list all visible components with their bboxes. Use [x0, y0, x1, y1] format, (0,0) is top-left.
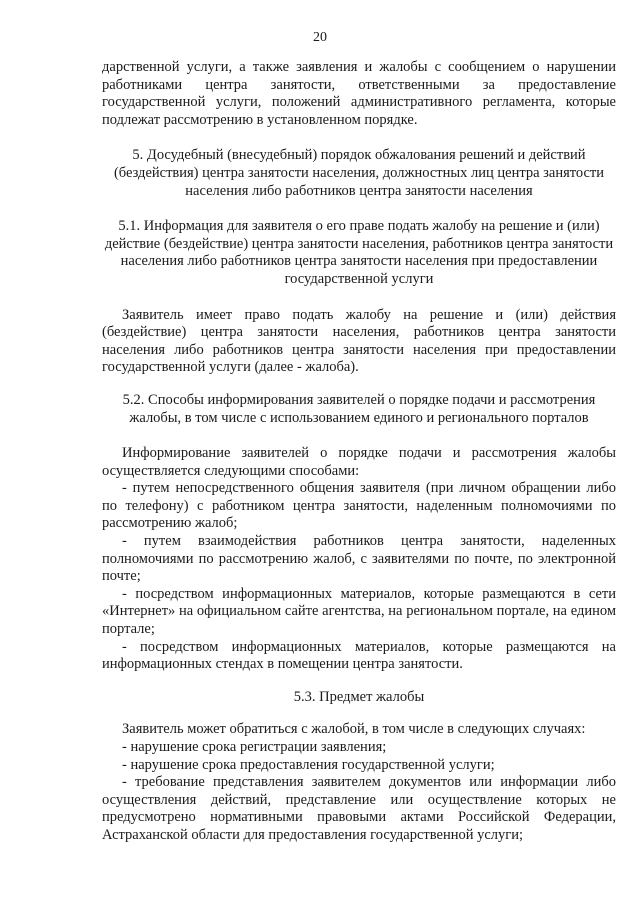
spacer [102, 200, 616, 218]
spacer [102, 289, 616, 307]
spacer [102, 706, 616, 721]
section-5-title: 5. Досудебный (внесудебный) порядок обжалования решений и действий (бездействия) центра занятости населения, должностных лиц центра занятости населения либо работников центра занятости населения [113, 147, 605, 199]
section-5-3-intro: Заявитель может обратиться с жалобой, в том числе в следующих случаях: [122, 721, 586, 738]
section-5-3-title: 5.3. Предмет жалобы [293, 688, 425, 705]
spacer [102, 377, 616, 392]
section-5-2-intro: Информирование заявителей о порядке подачи и рассмотрения жалобы осуществляется следующими способами: [102, 445, 616, 479]
list-item: - путем непосредственного общения заявителя (при личном обращении либо по телефону) с работником центра занятости, наделенным полномочиями по рассмотрению жалоб; [102, 480, 616, 532]
page-number: 20 [313, 30, 327, 45]
intro-paragraph: дарственной услуги, а также заявления и жалобы с сообщением о нарушении работниками центра занятости, ответственными за предоставление государственной услуги, положений административного регламента, которые подлежат рассмотрению в установленном порядке. [102, 59, 616, 128]
list-item: - требование представления заявителем документов или информации либо осуществления действий, представление или осуществление которых не предусмотрено нормативными правовыми актами Российской Федерации, Астраханской области для предоставления государственной услуги; [102, 774, 616, 843]
list-item: - путем взаимодействия работников центра занятости, наделенных полномочиями по рассмотрению жалоб, с заявителями по почте, по электронной почте; [102, 533, 616, 585]
list-item: - нарушение срока предоставления государственной услуги; [122, 756, 495, 773]
spacer [102, 674, 616, 689]
spacer [102, 129, 616, 147]
list-item: - посредством информационных материалов, которые размещаются на информационных стендах в помещении центра занятости. [102, 638, 616, 673]
list-item: - нарушение срока регистрации заявления; [122, 739, 387, 755]
section-5-1-text: Заявитель имеет право подать жалобу на решение и (или) действия (бездействие) центра занятости населения, работников центра занятости населения либо работников центра занятости населения при предоставлении государственной услуги (далее - жалоба). [102, 306, 616, 376]
spacer [102, 427, 616, 445]
section-5-1-title: 5.1. Информация для заявителя о его праве подать жалобу на решение и (или) действие (бездействие) центра занятости населения, работников центра занятости населения либо работников центра занятости населения при предоставлении государственной услуги [104, 218, 614, 287]
list-item: - посредством информационных материалов, которые размещаются в сети «Интернет» на официальном сайте агентства, на региональном портале, на едином портале; [102, 585, 616, 638]
document-body [102, 59, 616, 845]
section-5-2-title: 5.2. Способы информирования заявителей о порядке подачи и рассмотрения жалобы, в том числе с использованием единого и регионального порталов [122, 391, 596, 426]
